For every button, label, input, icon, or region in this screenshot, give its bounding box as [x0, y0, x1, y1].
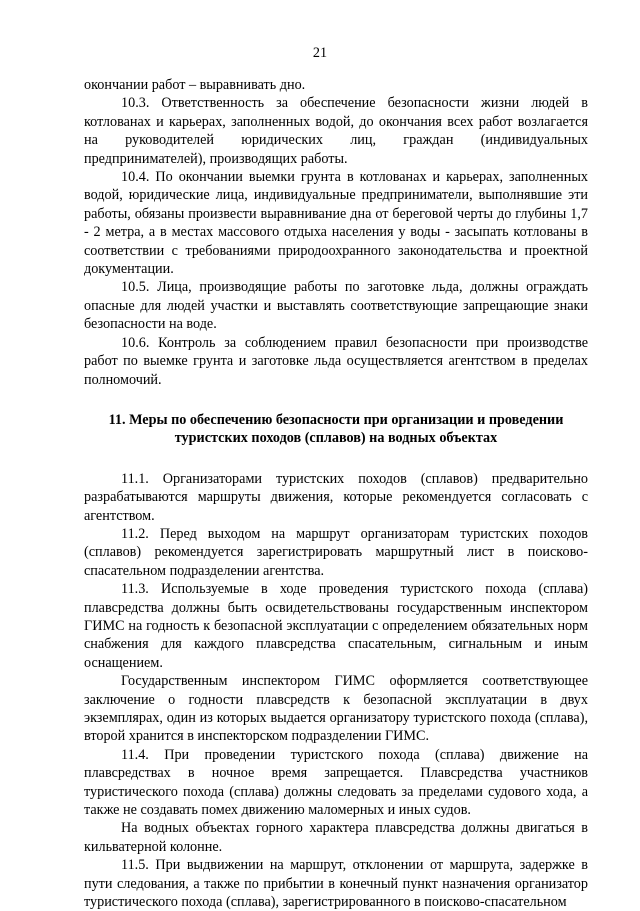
- section-heading-line: туристских походов (сплавов) на водных объектах: [174, 430, 498, 447]
- paragraph-11-2: 11.2. Перед выходом на маршрут организаторам туристских походов (сплавов) рекомендуется зарегистрировать маршрутный лист в поисково-спасательном подразделении агентства.: [84, 525, 588, 579]
- paragraph-11-1: 11.1. Организаторами туристских походов (сплавов) предварительно разрабатываются маршруты движения, которые рекомендуется согласовать с агентством.: [84, 470, 588, 524]
- section-heading-line: 11. Меры по обеспечению безопасности при организации и проведении: [108, 411, 564, 428]
- paragraph-gims-conclusion: Государственным инспектором ГИМС оформляется соответствующее заключение о годности плавсредств к безопасной эксплуатации в двух экземплярах, один из которых выдается организатору туристского похода (сплава), второй хранится в инспекторском подразделении ГИМС.: [84, 673, 588, 745]
- paragraph-10-6: 10.6. Контроль за соблюдением правил безопасности при производстве работ по выемке грунта и заготовке льда осуществляется агентством в пределах полномочий.: [84, 334, 588, 388]
- page-number: 21: [312, 45, 328, 61]
- paragraph-10-4: 10.4. По окончании выемки грунта в котлованах и карьерах, заполненных водой, юридические лица, индивидуальные предприниматели, выполнявшие эти работы, обязаны произвести выравнивание дна от береговой черты до глубины 1,7 - 2 метра, а в местах массового отдыха населения у воды - засыпать котлованы в соответствии с требованиями природоохранного законодательства и проектной документации.: [84, 169, 588, 278]
- paragraph-10-5: 10.5. Лица, производящие работы по заготовке льда, должны ограждать опасные для людей участки и выставлять соответствующие запрещающие знаки безопасности на воде.: [84, 279, 588, 333]
- paragraph-11-4: 11.4. При проведении туристского похода (сплава) движение на плавсредствах в ночное время запрещается. Плавсредства участников туристического похода (сплава) должны следовать за пределами судового хода, а также не создавать помех движению маломерных и иных судов.: [84, 746, 588, 819]
- section-heading: [84, 411, 588, 448]
- paragraph-11-5: 11.5. При выдвижении на маршрут, отклонении от маршрута, задержке в пути следования, а также по прибытии в конечный пункт назначения организатор туристического похода (сплава), зарегистрированного в поисково-спасательном: [84, 857, 588, 911]
- paragraph-mountain-waters: На водных объектах горного характера плавсредства должны двигаться в кильватерной колонне.: [84, 820, 588, 855]
- paragraph-11-3: 11.3. Используемые в ходе проведения туристского похода (сплава) плавсредства должны быть освидетельствованы государственным инспектором ГИМС на годность к безопасной эксплуатации с определением обязательных норм снабжения для каждого плавсредства спасательным, сигнальным и иным оснащением.: [84, 581, 588, 671]
- paragraph-10-3: 10.3. Ответственность за обеспечение безопасности жизни людей в котлованах и карьерах, заполненных водой, до окончания всех работ возлагается на руководителей юридических лиц, граждан (индивидуальных предпринимателей), производящих работы.: [84, 95, 588, 167]
- paragraph: окончании работ – выравнивать дно.: [84, 77, 306, 93]
- document-body: [84, 76, 588, 911]
